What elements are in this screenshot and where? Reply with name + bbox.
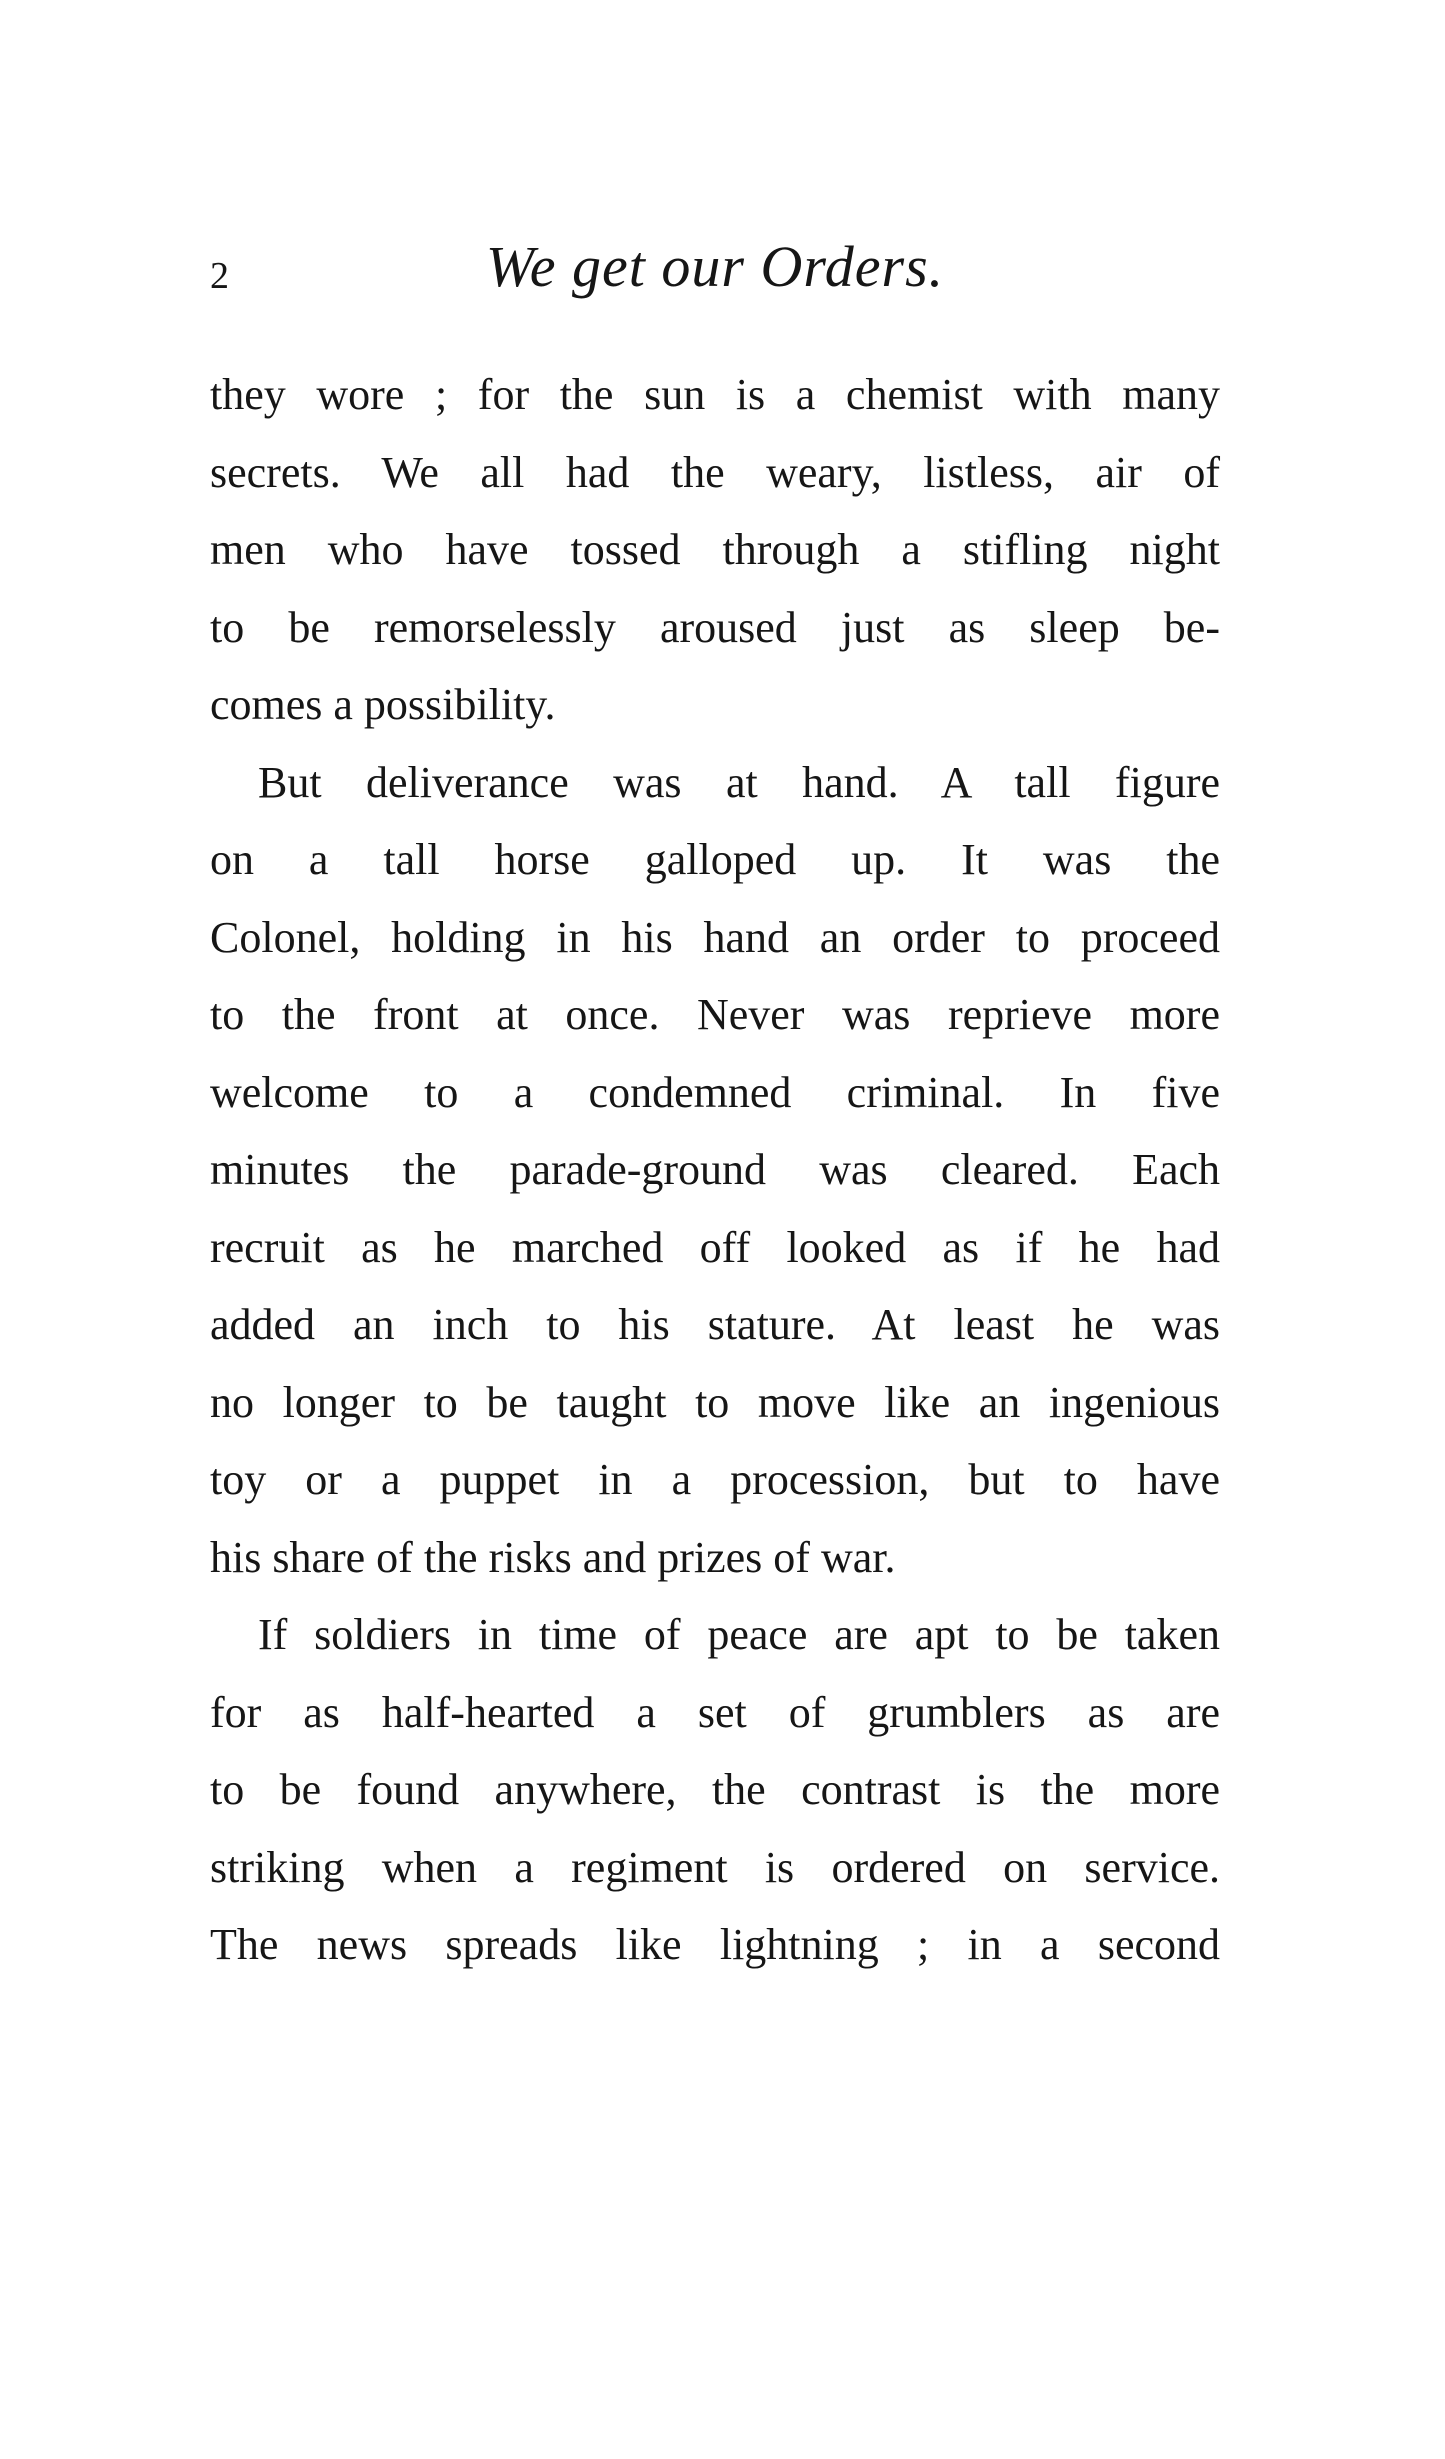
page-number: 2 — [210, 255, 229, 297]
paragraph-3 — [210, 1596, 1220, 1984]
text-line: they wore ; for the sun is a chemist with many — [210, 370, 1220, 419]
text-line: to the front at once. Never was reprieve more — [210, 990, 1220, 1039]
text-line: no longer to be taught to move like an ingenious — [210, 1377, 1220, 1427]
text-line: toy or a puppet in a procession, but to have — [210, 1455, 1220, 1504]
text-line: welcome to a condemned criminal. In five — [210, 1067, 1220, 1117]
text-line: on a tall horse galloped up. It was the — [210, 835, 1220, 884]
text-line: to be remorselessly aroused just as sleep be- — [210, 602, 1220, 652]
text-line: for as half-hearted a set of grumblers as are — [210, 1687, 1220, 1737]
text-line: secrets. We all had the weary, listless, air of — [210, 447, 1220, 497]
text-line: If soldiers in time of peace are apt to be taken — [258, 1610, 1220, 1659]
text-line: striking when a regiment is ordered on service. — [210, 1842, 1220, 1892]
text-line: Colonel, holding in his hand an order to proceed — [210, 912, 1220, 962]
text-line: The news spreads like lightning ; in a second — [210, 1920, 1220, 1969]
text-line: to be found anywhere, the contrast is the more — [210, 1765, 1220, 1814]
text-line: recruit as he marched off looked as if he had — [210, 1222, 1220, 1272]
body-text — [210, 356, 1220, 1984]
text-line: comes a possibility. — [210, 680, 556, 729]
text-line: minutes the parade-ground was cleared. Each — [210, 1145, 1220, 1194]
text-line: added an inch to his stature. At least he was — [210, 1300, 1220, 1349]
running-title: We get our Orders. — [485, 234, 945, 299]
running-head — [210, 232, 1220, 312]
paragraph-1 — [210, 356, 1220, 744]
text-line: But deliverance was at hand. A tall figure — [258, 757, 1220, 807]
text-line: his share of the risks and prizes of war. — [210, 1532, 896, 1582]
text-line: men who have tossed through a stifling night — [210, 525, 1220, 574]
paragraph-2 — [210, 744, 1220, 1597]
